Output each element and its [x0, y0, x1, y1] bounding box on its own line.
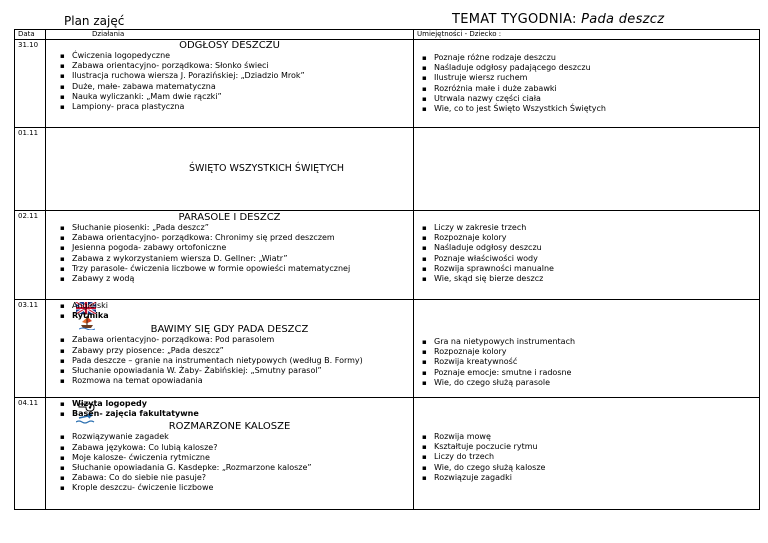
activities-cell: [46, 211, 414, 300]
list-item: ▪ Rozmowa na temat opowiadania: [72, 376, 413, 386]
skills-list: [414, 53, 759, 114]
day-title: ROZMARZONE KALOSZE: [168, 421, 291, 433]
list-item: ▪ Lampiony- praca plastyczna: [72, 102, 413, 112]
skills-list: [414, 432, 759, 483]
skills-cell: [414, 398, 760, 510]
activities-list: [46, 51, 413, 112]
topic-value: Pada deszcz: [581, 12, 665, 27]
list-item: ▪ Naśladuje odgłosy padającego deszczu: [434, 63, 759, 73]
day-row: [15, 211, 760, 300]
list-item: ▪ Słuchanie piosenki: „Pada deszcz”: [72, 223, 413, 233]
day-title: BAWIMY SIĘ GDY PADA DESZCZ: [150, 324, 309, 336]
activities-list: [46, 335, 413, 386]
day-date: 31.10: [15, 40, 46, 128]
skills-list: [414, 223, 759, 284]
list-item: ▪ Liczy do trzech: [434, 452, 759, 462]
list-item: ▪ Rozwiązywanie zagadek: [72, 432, 413, 442]
list-item: ▪ Poznaje właściwości wody: [434, 254, 759, 264]
list-item: ▪ Ćwiczenia logopedyczne: [72, 51, 413, 61]
list-item: ▪ Liczy w zakresie trzech: [434, 223, 759, 233]
list-item: ▪ Pada deszcze – granie na instrumentach nietypowych (według B. Formy): [72, 356, 413, 366]
list-item: ▪ Wie, do czego służą kalosze: [434, 463, 759, 473]
activities-list: [46, 432, 413, 493]
list-item: ▪ Rytmika: [72, 311, 413, 321]
skills-cell: [414, 300, 760, 398]
day-row: [15, 398, 760, 510]
day-date: 02.11: [15, 211, 46, 300]
list-item: ▪ Jesienna pogoda- zabawy ortofoniczne: [72, 243, 413, 253]
list-item: ▪ Wizyta logopedy: [72, 399, 413, 409]
list-item: ▪ Zabawy z wodą: [72, 274, 413, 284]
list-item: ▪ Rozróżnia małe i duże zabawki: [434, 84, 759, 94]
header-row: [15, 30, 760, 40]
list-item: ▪ Zabawa orientacyjno- porządkowa: Pod parasolem: [72, 335, 413, 345]
list-item: ▪ Poznaje emocje: smutne i radosne: [434, 368, 759, 378]
topic-label: TEMAT TYGODNIA:: [452, 12, 577, 27]
col-activities: Działania: [46, 30, 414, 40]
list-item: ▪ Zabawa z wykorzystaniem wiersza D. Gellner: „Wiatr”: [72, 254, 413, 264]
list-item: ▪ Naśladuje odgłosy deszczu: [434, 243, 759, 253]
day-row: [15, 300, 760, 398]
list-item: ▪ Wie, do czego służą parasole: [434, 378, 759, 388]
list-item: ▪ Basen- zajęcia fakultatywne: [72, 409, 413, 419]
activities-list: [46, 223, 413, 284]
extras-list: [46, 399, 413, 419]
day-date: 03.11: [15, 300, 46, 398]
list-item: ▪ Kształtuje poczucie rytmu: [434, 442, 759, 452]
list-item: ▪ Zabawa orientacyjno- porządkowa: Słonko świeci: [72, 61, 413, 71]
extras-list: [46, 301, 413, 321]
day-title: ODGŁOSY DESZCZU: [179, 40, 280, 51]
list-item: ▪ Rozwija sprawności manualne: [434, 264, 759, 274]
plan-table: [14, 29, 760, 510]
col-skills: Umiejętności - Dziecko :: [414, 30, 760, 40]
list-item: ▪ Duże, małe- zabawa matematyczna: [72, 82, 413, 92]
holiday-title: ŚWIĘTO WSZYSTKICH ŚWIĘTYCH: [189, 163, 345, 174]
skills-cell: [414, 211, 760, 300]
list-item: ▪ Nauka wyliczanki: „Mam dwie rączki”: [72, 92, 413, 102]
list-item: ▪ Krople deszczu- ćwiczenie liczbowe: [72, 483, 413, 493]
activities-cell: [46, 40, 414, 128]
list-item: ▪ Rozpoznaje kolory: [434, 347, 759, 357]
list-item: ▪ Rozwiązuje zagadki: [434, 473, 759, 483]
day-date: 04.11: [15, 398, 46, 510]
list-item: ▪ Trzy parasole- ćwiczenia liczbowe w formie opowieści matematycznej: [72, 264, 413, 274]
list-item: ▪ Słuchanie opowiadania G. Kasdepke: „Rozmarzone kalosze”: [72, 463, 413, 473]
list-item: ▪ Słuchanie opowiadania W. Żaby- Żabińskiej: „Smutny parasol”: [72, 366, 413, 376]
list-item: ▪ Gra na nietypowych instrumentach: [434, 337, 759, 347]
week-topic: [452, 12, 664, 27]
skills-cell: [414, 128, 760, 211]
activities-cell: [46, 300, 414, 398]
skills-cell: [414, 40, 760, 128]
activities-cell: [46, 128, 414, 211]
list-item: ▪ Utrwala nazwy części ciała: [434, 94, 759, 104]
list-item: ▪ Zabawy przy piosence: „Pada deszcz”: [72, 346, 413, 356]
list-item: ▪ Wie, skąd się bierze deszcz: [434, 274, 759, 284]
plan-label: Plan zajęć: [64, 14, 125, 28]
list-item: ▪ Rozpoznaje kolory: [434, 233, 759, 243]
col-date: Data: [15, 30, 46, 40]
day-row: [15, 40, 760, 128]
day-title: PARASOLE I DESZCZ: [178, 212, 281, 223]
list-item: ▪ Ilustruje wiersz ruchem: [434, 73, 759, 83]
day-row: [15, 128, 760, 211]
list-item: ▪ Wie, co to jest Święto Wszystkich Świętych: [434, 104, 759, 114]
skills-list: [414, 337, 759, 388]
list-item: ▪ Angielski: [72, 301, 413, 311]
list-item: ▪ Zabawa językowa: Co lubią kalosze?: [72, 443, 413, 453]
list-item: ▪ Poznaje różne rodzaje deszczu: [434, 53, 759, 63]
activities-cell: [46, 398, 414, 510]
list-item: ▪ Rozwija kreatywność: [434, 357, 759, 367]
day-date: 01.11: [15, 128, 46, 211]
list-item: ▪ Moje kalosze- ćwiczenia rytmiczne: [72, 453, 413, 463]
list-item: ▪ Rozwija mowę: [434, 432, 759, 442]
list-item: ▪ Zabawa: Co do siebie nie pasuje?: [72, 473, 413, 483]
list-item: ▪ Zabawa orientacyjno- porządkowa: Chronimy się przed deszczem: [72, 233, 413, 243]
list-item: ▪ Ilustracja ruchowa wiersza J. Porazińskiej: „Dziadzio Mrok”: [72, 71, 413, 81]
